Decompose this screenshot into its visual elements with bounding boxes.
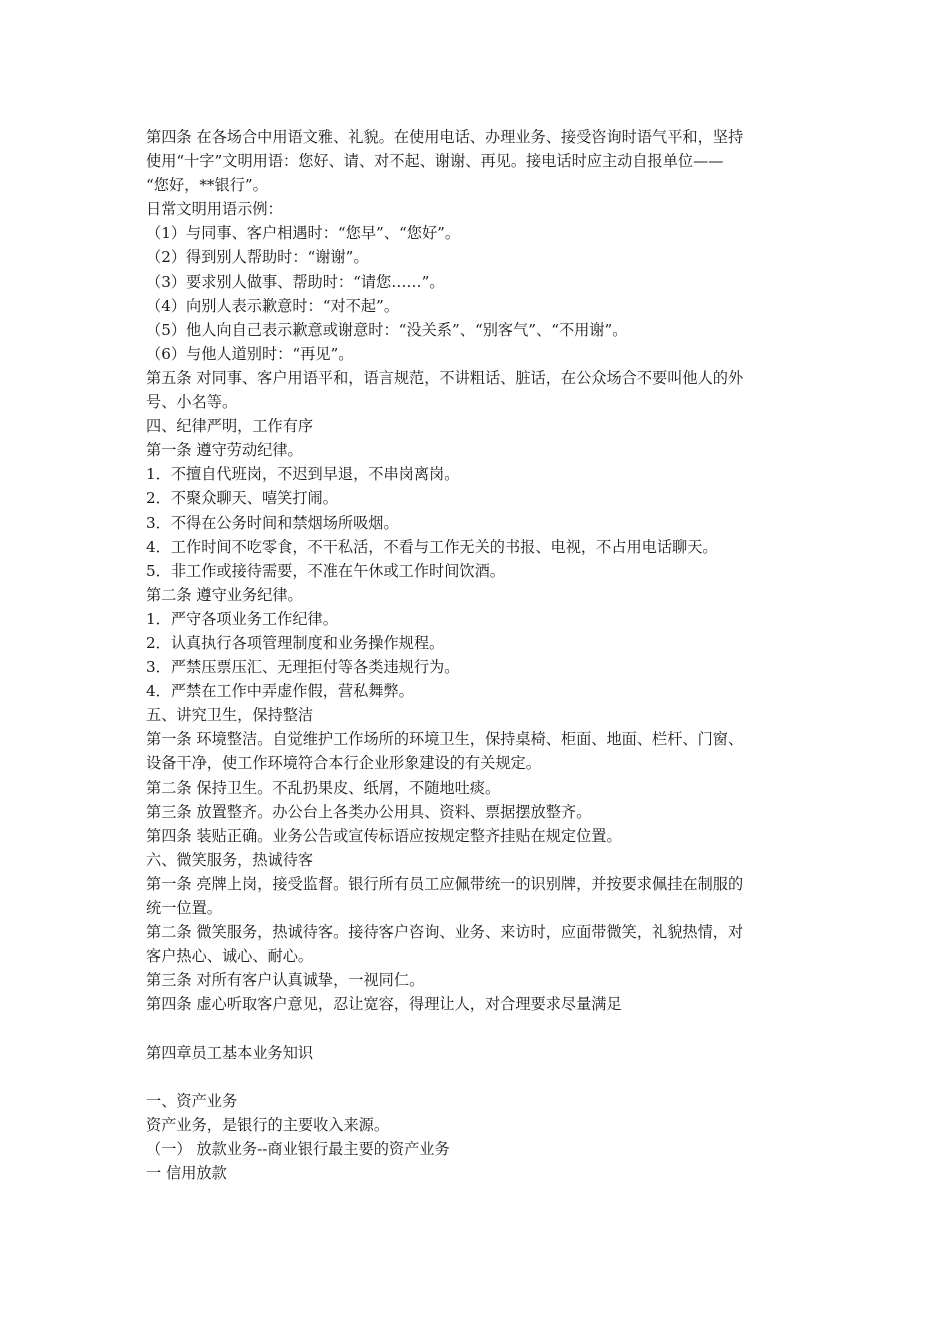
section-heading: 六、微笑服务，热诚待客 bbox=[146, 850, 314, 869]
blank-line bbox=[146, 1016, 810, 1040]
text-line: 第四条 装贴正确。业务公告或宣传标语应按规定整齐挂贴在规定位置。 bbox=[146, 826, 622, 845]
text-line: （4）向别人表示歉意时：“对不起”。 bbox=[146, 296, 400, 315]
text-line: 3．严禁压票压汇、无理拒付等各类违规行为。 bbox=[146, 658, 460, 677]
text-line: 第三条 放置整齐。办公台上各类办公用具、资料、票据摆放整齐。 bbox=[146, 802, 592, 821]
chapter-heading: 第四章员工基本业务知识 bbox=[146, 1043, 314, 1062]
text-line: 3．不得在公务时间和禁烟场所吸烟。 bbox=[146, 513, 399, 532]
document-page bbox=[146, 125, 810, 1185]
text-line: 第四条 虚心听取客户意见，忍让宽容，得理让人，对合理要求尽量满足 bbox=[146, 995, 622, 1014]
text-line: “您好，**银行”。 bbox=[146, 176, 268, 195]
text-line: （2）得到别人帮助时：“谢谢”。 bbox=[146, 248, 369, 267]
text-line: 4．严禁在工作中弄虚作假，营私舞弊。 bbox=[146, 682, 414, 701]
text-line: 第二条 遵守业务纪律。 bbox=[146, 585, 303, 604]
text-line: 统一位置。 bbox=[146, 899, 222, 917]
text-line: 第二条 保持卫生。不乱扔果皮、纸屑，不随地吐痰。 bbox=[146, 778, 501, 797]
text-line: （6）与他人道别时：“再见”。 bbox=[146, 344, 354, 363]
text-line: 第二条 微笑服务，热诚待客。接待客户咨询、业务、来访时，应面带微笑，礼貌热情，对 bbox=[146, 923, 744, 942]
text-line: （一） 放款业务--商业银行最主要的资产业务 bbox=[146, 1139, 450, 1158]
text-line: 第四条 在各场合中用语文雅、礼貌。在使用电话、办理业务、接受咨询时语气平和，坚持 bbox=[146, 128, 744, 146]
section-heading: 五、讲究卫生，保持整洁 bbox=[146, 706, 314, 725]
text-line: 使用“十字”文明用语：您好、请、对不起、谢谢、再见。接电话时应主动自报单位—— bbox=[146, 152, 724, 171]
text-line: 号、小名等。 bbox=[146, 393, 238, 412]
text-line: 设备干净，使工作环境符合本行企业形象建设的有关规定。 bbox=[146, 754, 541, 773]
text-line: （1）与同事、客户相遇时：“您早”、“您好”。 bbox=[146, 224, 461, 243]
text-line: 第五条 对同事、客户用语平和，语言规范，不讲粗话、脏话，在公众场合不要叫他人的外 bbox=[146, 368, 744, 387]
text-line: 5．非工作或接待需要，不准在午休或工作时间饮酒。 bbox=[146, 561, 505, 580]
text-line: 2．认真执行各项管理制度和业务操作规程。 bbox=[146, 633, 445, 652]
text-line: 资产业务，是银行的主要收入来源。 bbox=[146, 1115, 389, 1134]
text-line: 第一条 遵守劳动纪律。 bbox=[146, 441, 303, 460]
text-line: 1．不擅自代班岗，不迟到早退，不串岗离岗。 bbox=[146, 465, 460, 484]
text-line: 客户热心、诚心、耐心。 bbox=[146, 947, 314, 966]
text-line: 4．工作时间不吃零食，不干私活，不看与工作无关的书报、电视，不占用电话聊天。 bbox=[146, 537, 718, 556]
section-heading: 四、纪律严明，工作有序 bbox=[146, 417, 314, 436]
blank-line bbox=[146, 1065, 810, 1089]
text-line: 1．严守各项业务工作纪律。 bbox=[146, 609, 338, 628]
text-line: 2．不聚众聊天、嘻笑打闹。 bbox=[146, 489, 338, 508]
section-heading: 一、资产业务 bbox=[146, 1091, 238, 1110]
text-line: （5）他人向自己表示歉意或谢意时：“没关系”、“别客气”、“不用谢”。 bbox=[146, 320, 628, 339]
text-line: 日常文明用语示例： bbox=[146, 200, 283, 219]
text-line: 第三条 对所有客户认真诚挚，一视同仁。 bbox=[146, 971, 425, 990]
text-line: 一 信用放款 bbox=[146, 1164, 227, 1183]
text-line: 第一条 环境整洁。自觉维护工作场所的环境卫生，保持桌椅、柜面、地面、栏杆、门窗、 bbox=[146, 730, 744, 749]
text-line: （3）要求别人做事、帮助时：“请您……”。 bbox=[146, 272, 445, 291]
text-line: 第一条 亮牌上岗，接受监督。银行所有员工应佩带统一的识别牌，并按要求佩挂在制服的 bbox=[146, 874, 744, 893]
